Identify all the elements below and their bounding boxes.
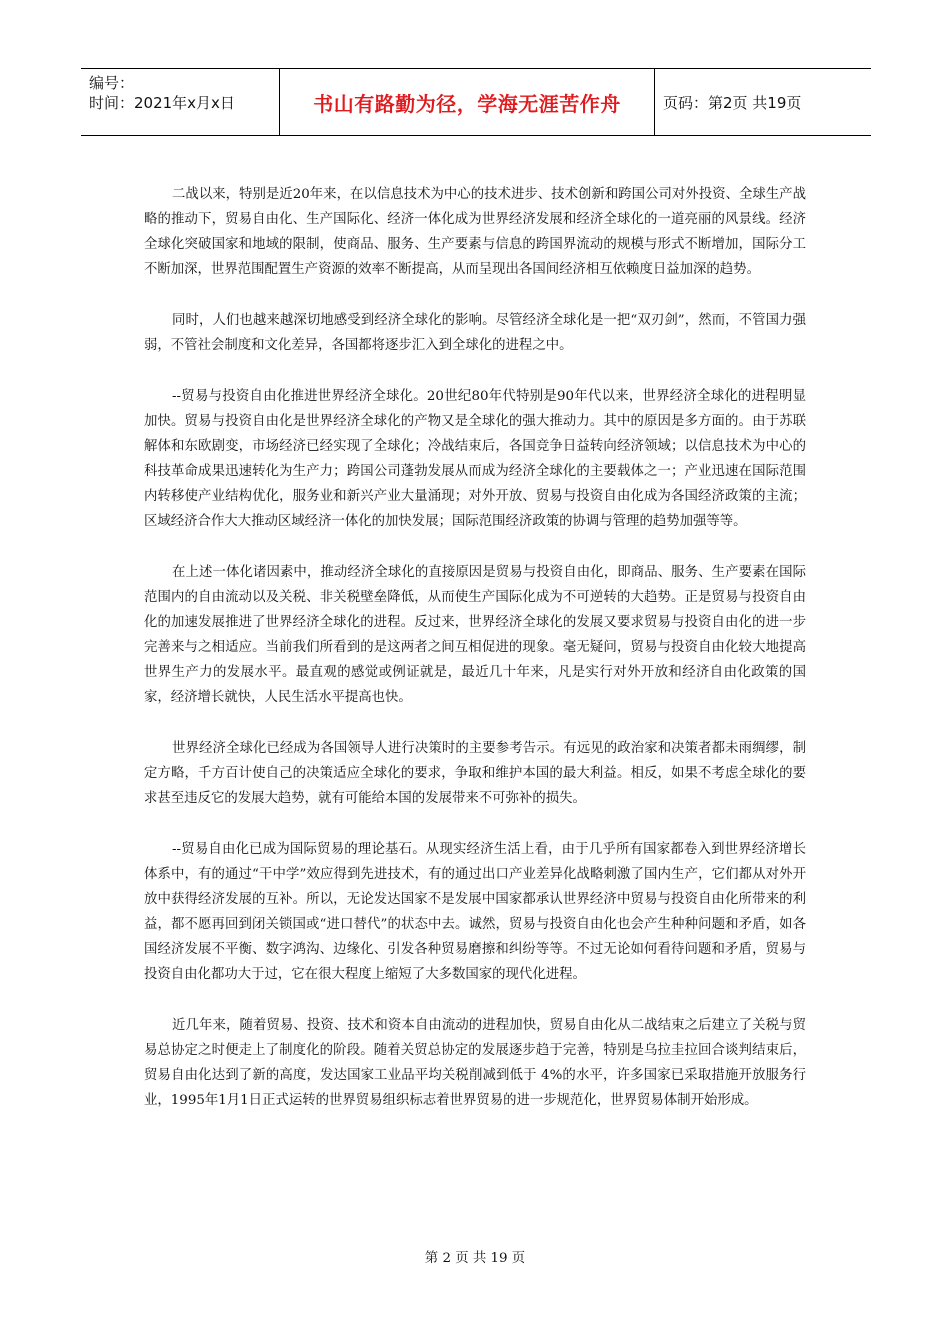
body-paragraph: 同时，人们也越来越深切地感受到经济全球化的影响。尽管经济全球化是一把“双刃剑”，然而，不管国力强弱，不管社会制度和文化差异，各国都将逐步汇入到全球化的进程之中。	[144, 313, 806, 353]
header-meta-cell	[81, 69, 280, 135]
document-number-label: 编号：	[89, 74, 135, 92]
document-body	[144, 182, 806, 1139]
body-paragraph: --贸易自由化已成为国际贸易的理论基石。从现实经济生活上看，由于几乎所有国家都卷入到世界经济增长体系中，有的通过“干中学”效应得到先进技术，有的通过出口产业差异化战略刺激了国内生产，它们都从对外开放中获得经济发展的互补。所以，无论发达国家不是发展中国家都承认世界经济中贸易与投资自由化所带来的利益，都不愿再回到闭关锁国或“进口替代”的状态中去。诚然，贸易与投资自由化也会产生种种问题和矛盾，如各国经济发展不平衡、数字鸿沟、边缘化、引发各种贸易磨擦和纠纷等等。不过无论如何看待问题和矛盾，贸易与投资自由化都功大于过，它在很大程度上缩短了大多数国家的现代化进程。	[144, 842, 806, 982]
body-paragraph: --贸易与投资自由化推进世界经济全球化。20世纪80年代特别是90年代以来，世界经济全球化的进程明显加快。贸易与投资自由化是世界经济全球化的产物又是全球化的强大推动力。其中的原因是多方面的。由于苏联解体和东欧剧变，市场经济已经实现了全球化；冷战结束后，各国竞争日益转向经济领域；以信息技术为中心的科技革命成果迅速转化为生产力；跨国公司蓬勃发展从而成为经济全球化的主要载体之一；产业迅速在国际范围内转移使产业结构优化，服务业和新兴产业大量涌现；对外开放、贸易与投资自由化成为各国经济政策的主流；区域经济合作大大推动区域经济一体化的加快发展；国际范围经济政策的协调与管理的趋势加强等等。	[144, 389, 806, 529]
footer-page-number: 第 2 页 共 19 页	[424, 1251, 526, 1266]
page-footer	[0, 1247, 950, 1266]
header-page-cell	[655, 69, 871, 135]
header-page-number: 页码：第2页 共19页	[663, 93, 802, 112]
body-paragraph: 二战以来，特别是近20年来，在以信息技术为中心的技术进步、技术创新和跨国公司对外投资、全球生产战略的推动下，贸易自由化、生产国际化、经济一体化成为世界经济发展和经济全球化的一道亮丽的风景线。经济全球化突破国家和地域的限制，使商品、服务、生产要素与信息的跨国界流动的规模与形式不断增加，国际分工不断加深，世界范围配置生产资源的效率不断提高，从而呈现出各国间经济相互依赖度日益加深的趋势。	[144, 187, 806, 277]
body-paragraph: 在上述一体化诸因素中，推动经济全球化的直接原因是贸易与投资自由化，即商品、服务、生产要素在国际范围内的自由流动以及关税、非关税壁垒降低，从而使生产国际化成为不可逆转的大趋势。正是贸易与投资自由化的加速发展推进了世界经济全球化的进程。反过来，世界经济全球化的发展又要求贸易与投资自由化的进一步完善来与之相适应。当前我们所看到的是这两者之间互相促进的现象。毫无疑问，贸易与投资自由化较大地提高世界生产力的发展水平。最直观的感觉或例证就是，最近几十年来，凡是实行对外开放和经济自由化政策的国家，经济增长就快，人民生活水平提高也快。	[144, 565, 806, 705]
body-paragraph: 近几年来，随着贸易、投资、技术和资本自由流动的进程加快，贸易自由化从二战结束之后建立了关税与贸易总协定之时便走上了制度化的阶段。随着关贸总协定的发展逐步趋于完善，特别是乌拉圭拉回合谈判结束后，贸易自由化达到了新的高度，发达国家工业品平均关税削减到低于 4%的水平，许多国家已采取措施开放服务行业，1995年1月1日正式运转的世界贸易组织标志着世界贸易的进一步规范化，世界贸易体制开始形成。	[144, 1018, 806, 1108]
page-header	[81, 68, 871, 136]
header-motto-cell	[280, 69, 655, 135]
body-paragraph: 世界经济全球化已经成为各国领导人进行决策时的主要参考告示。有远见的政治家和决策者都未雨绸缪，制定方略，千方百计使自己的决策适应全球化的要求，争取和维护本国的最大利益。相反，如果不考虑全球化的要求甚至违反它的发展大趋势，就有可能给本国的发展带来不可弥补的损失。	[144, 741, 806, 806]
header-motto: 书山有路勤为径，学海无涯苦作舟	[313, 91, 621, 116]
document-date-label: 时间：2021年x月x日	[89, 94, 235, 112]
